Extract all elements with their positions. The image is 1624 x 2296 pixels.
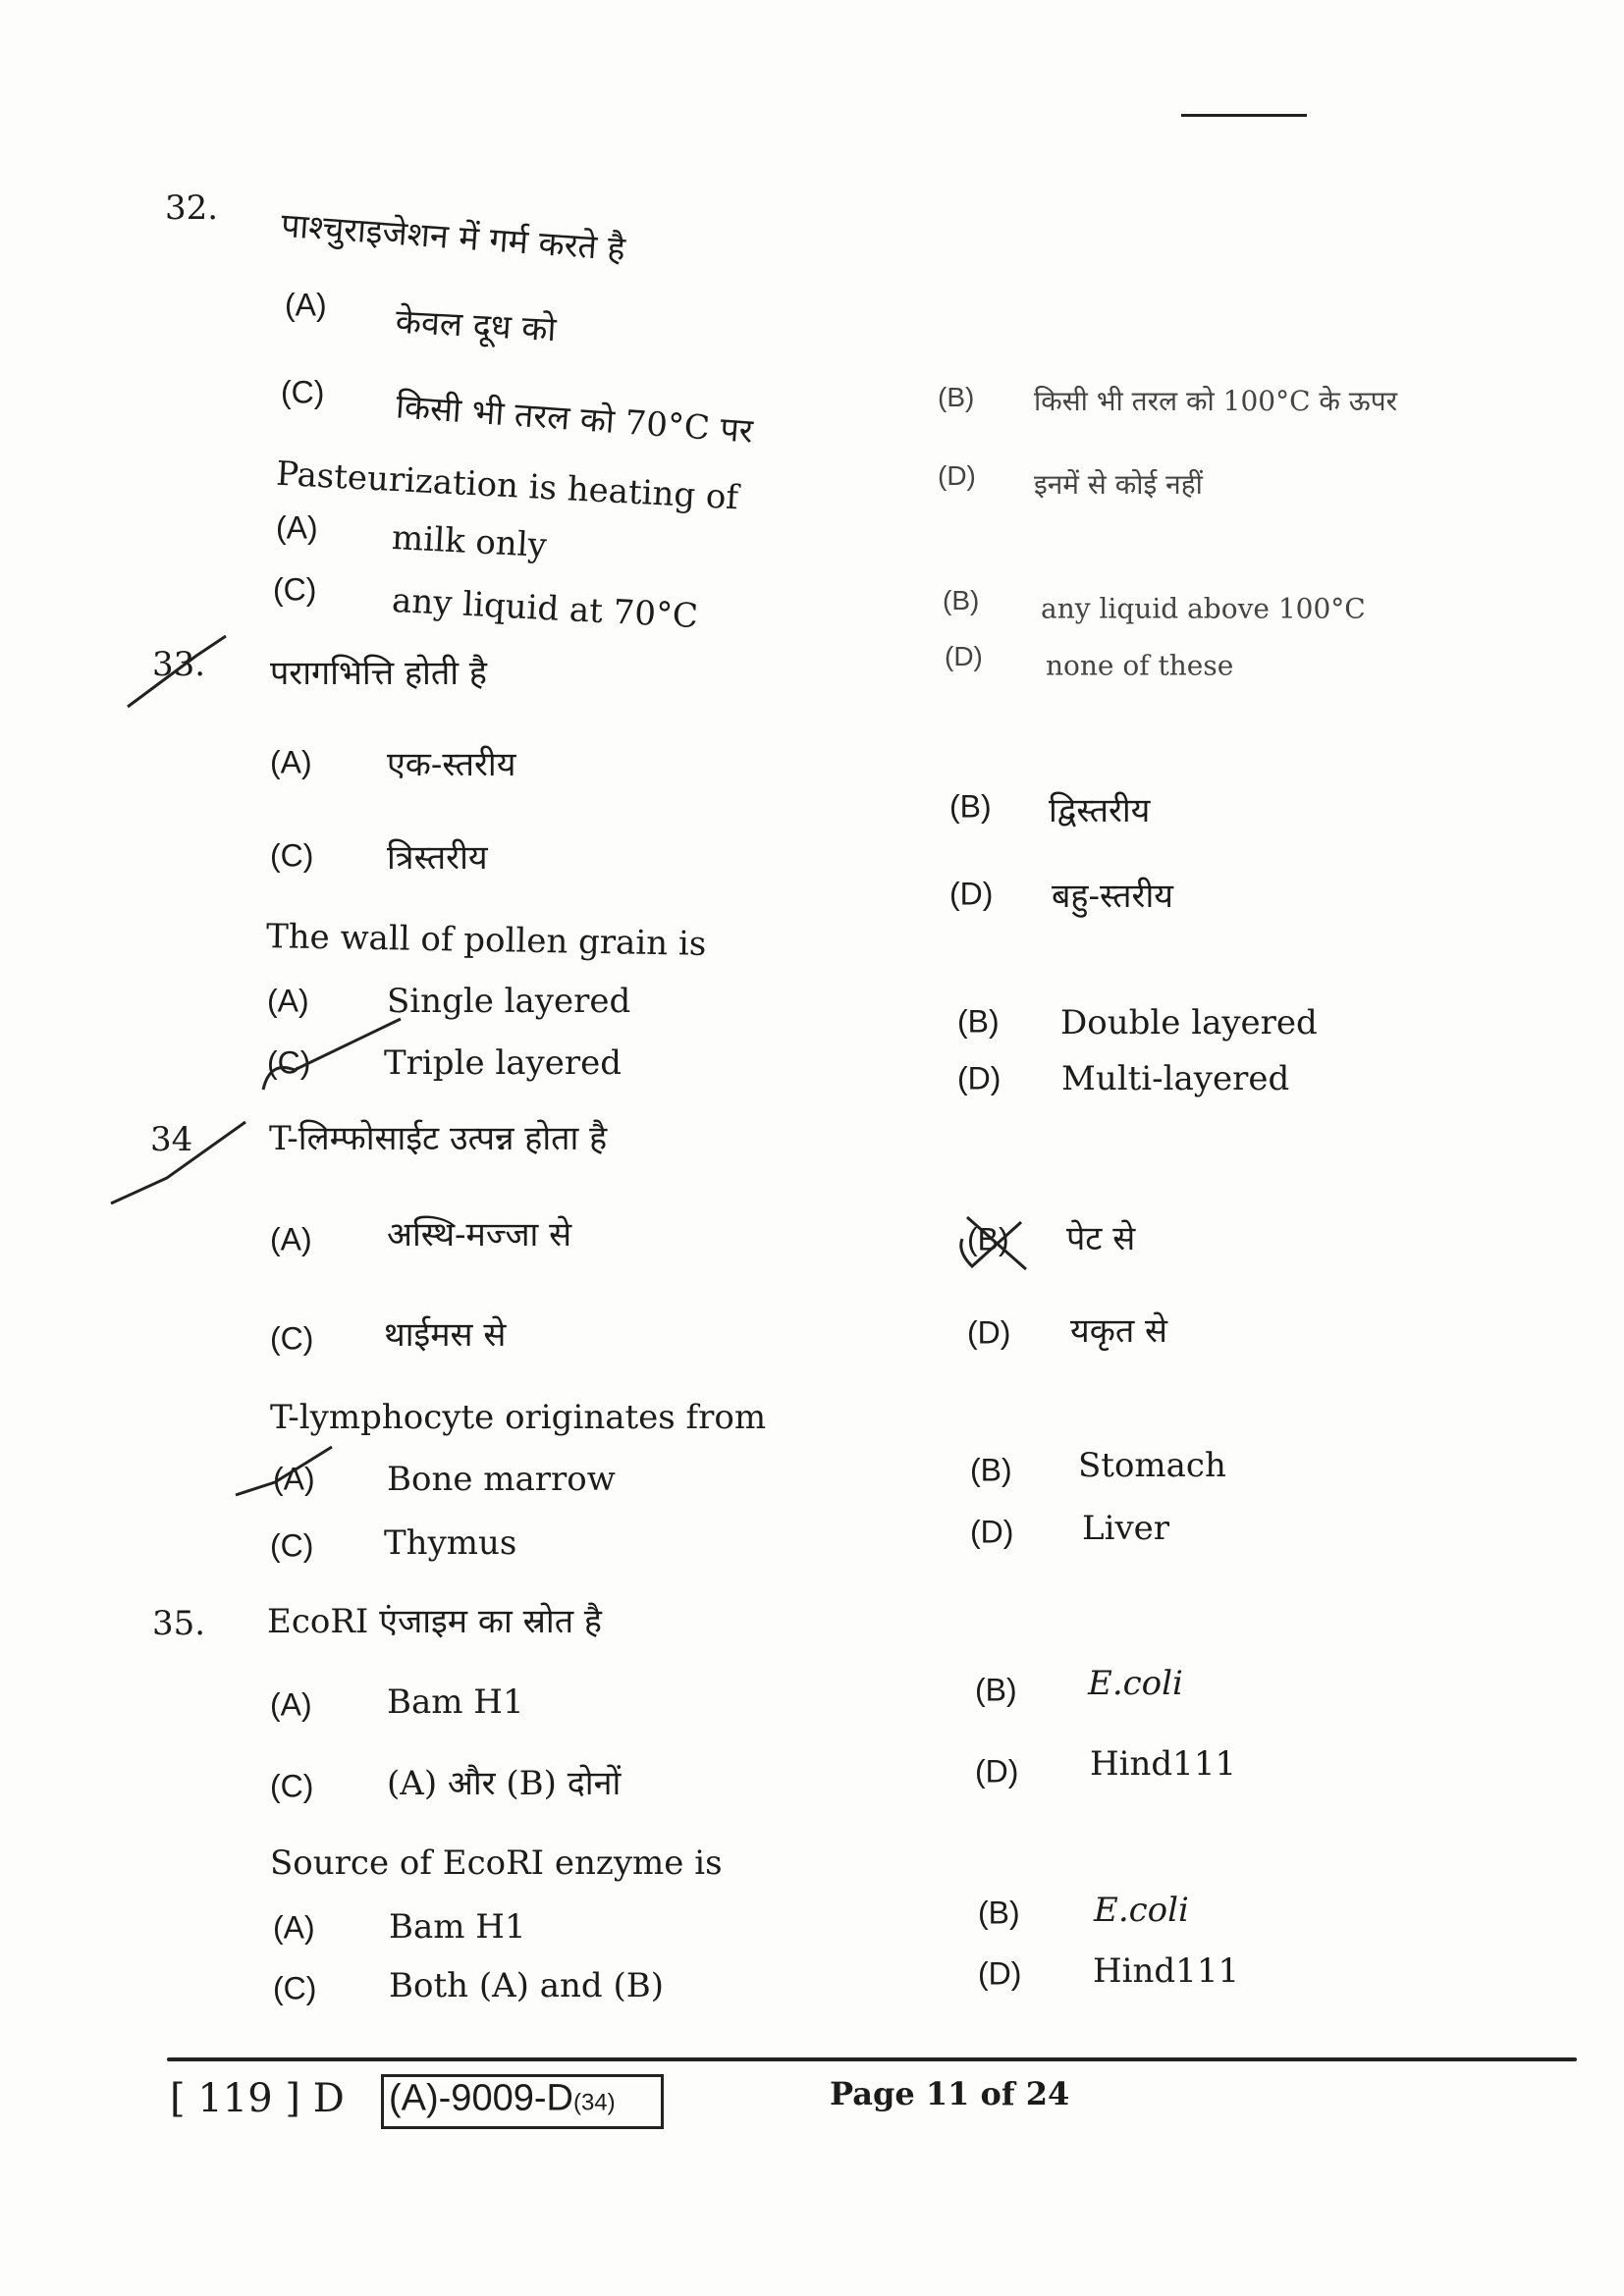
option-label: (D) <box>967 1314 1011 1351</box>
question-number: 34 <box>150 1120 193 1159</box>
option-text: Single layered <box>387 982 631 1021</box>
option-text: पेट से <box>1066 1219 1136 1258</box>
tick-mark-icon <box>263 1019 401 1090</box>
question-number: 32. <box>165 188 219 228</box>
option-label: (C) <box>273 571 317 608</box>
option-label: (D) <box>957 1060 1001 1096</box>
question-text-english: Pasteurization is heating of <box>275 454 739 518</box>
option-label: (B) <box>978 1895 1020 1931</box>
option-label: (B) <box>949 788 992 825</box>
option-text: (A) और (B) दोनों <box>387 1764 622 1803</box>
footer-rule <box>167 2057 1577 2061</box>
option-label: (D) <box>978 1955 1022 1992</box>
option-label: (A) <box>267 983 309 1019</box>
question-text-english: The wall of pollen grain is <box>265 917 707 964</box>
paper-code-sub: (34) <box>572 2089 616 2116</box>
option-text: यकृत से <box>1070 1311 1168 1351</box>
option-text: Hind111 <box>1090 1744 1237 1784</box>
option-label: (D) <box>945 641 983 671</box>
option-text: Stomach <box>1078 1446 1226 1485</box>
option-label: (B) <box>970 1452 1012 1488</box>
option-label: (B) <box>975 1672 1017 1708</box>
option-label: (A) <box>270 1686 312 1723</box>
question-text-hindi: पाश्चुराइजेशन में गर्म करते है <box>279 205 627 270</box>
option-text: any liquid above 100°C <box>1041 592 1366 625</box>
option-label: (A) <box>270 744 312 780</box>
option-text: किसी भी तरल को 100°C के ऊपर <box>1034 385 1398 417</box>
option-text: एक-स्तरीय <box>387 745 516 784</box>
option-label: (C) <box>270 1768 314 1804</box>
page-number: Page 11 of 24 <box>830 2075 1070 2112</box>
option-text: बहु-स्तरीय <box>1052 877 1173 916</box>
option-text: Bam H1 <box>387 1682 524 1722</box>
option-label: (B) <box>957 1003 1000 1040</box>
option-label: (A) <box>276 509 318 546</box>
question-text-hindi: परागभित्ति होती है <box>270 654 487 693</box>
option-label: (C) <box>281 374 325 410</box>
question-number: 35. <box>152 1604 206 1643</box>
option-text: Bam H1 <box>389 1907 526 1947</box>
paper-code-main: (A)-9009-D <box>389 2077 573 2119</box>
question-text-english: Source of EcoRI enzyme is <box>270 1843 723 1883</box>
option-label: (D) <box>949 876 994 912</box>
option-label: (C) <box>270 1320 314 1357</box>
option-text: any liquid at 70°C <box>391 580 699 637</box>
option-text: none of these <box>1046 649 1234 682</box>
option-label: (A) <box>270 1221 312 1257</box>
tick-mark-icon <box>236 1447 332 1495</box>
question-text-english: T-lymphocyte originates from <box>270 1398 767 1437</box>
option-text: milk only <box>391 517 548 566</box>
option-label: (B) <box>943 585 980 615</box>
option-text: Bone marrow <box>387 1460 616 1499</box>
option-label: (B) <box>938 382 975 412</box>
option-text: थाईमस से <box>384 1315 507 1355</box>
option-text: Liver <box>1082 1509 1170 1548</box>
question-number: 33. <box>152 645 206 684</box>
option-label: (D) <box>938 460 976 491</box>
option-text: केवल दूध को <box>394 301 558 350</box>
option-label: (A) <box>285 287 327 323</box>
option-label: (A) <box>273 1909 315 1946</box>
option-label: (C) <box>270 1527 314 1564</box>
tick-mark-icon <box>111 1122 245 1203</box>
option-text: Triple layered <box>384 1043 622 1083</box>
option-label: (C) <box>270 837 314 874</box>
question-text-hindi: EcoRI एंजाइम का स्रोत है <box>267 1602 602 1641</box>
option-text: E.coli <box>1094 1891 1189 1930</box>
option-text: Double layered <box>1060 1003 1318 1042</box>
option-text: द्विस्तरीय <box>1049 791 1151 830</box>
option-text: Multi-layered <box>1061 1059 1290 1098</box>
tick-mark-icon <box>128 636 226 707</box>
option-text: त्रिस्तरीय <box>387 838 488 878</box>
option-label: (D) <box>970 1514 1014 1550</box>
option-label: (C) <box>273 1970 317 2006</box>
option-text: इनमें से कोई नहीं <box>1034 468 1203 501</box>
option-text: Thymus <box>384 1523 517 1563</box>
option-label: (B) <box>967 1221 1009 1257</box>
cross-mark-icon <box>961 1217 1026 1269</box>
option-label: (C) <box>267 1044 311 1081</box>
option-label: (D) <box>975 1753 1019 1789</box>
option-text: Both (A) and (B) <box>389 1966 664 2005</box>
question-text-hindi: T-लिम्फोसाईट उत्पन्न होता है <box>269 1119 608 1158</box>
paper-code <box>389 2078 616 2120</box>
option-label: (A) <box>273 1461 315 1497</box>
option-text: E.coli <box>1088 1664 1183 1703</box>
option-text: अस्थि-मज्जा से <box>387 1215 572 1255</box>
option-text: किसी भी तरल को 70°C पर <box>394 387 755 452</box>
footer-code: [ 119 ] D <box>170 2076 345 2121</box>
option-text: Hind111 <box>1093 1951 1240 1991</box>
